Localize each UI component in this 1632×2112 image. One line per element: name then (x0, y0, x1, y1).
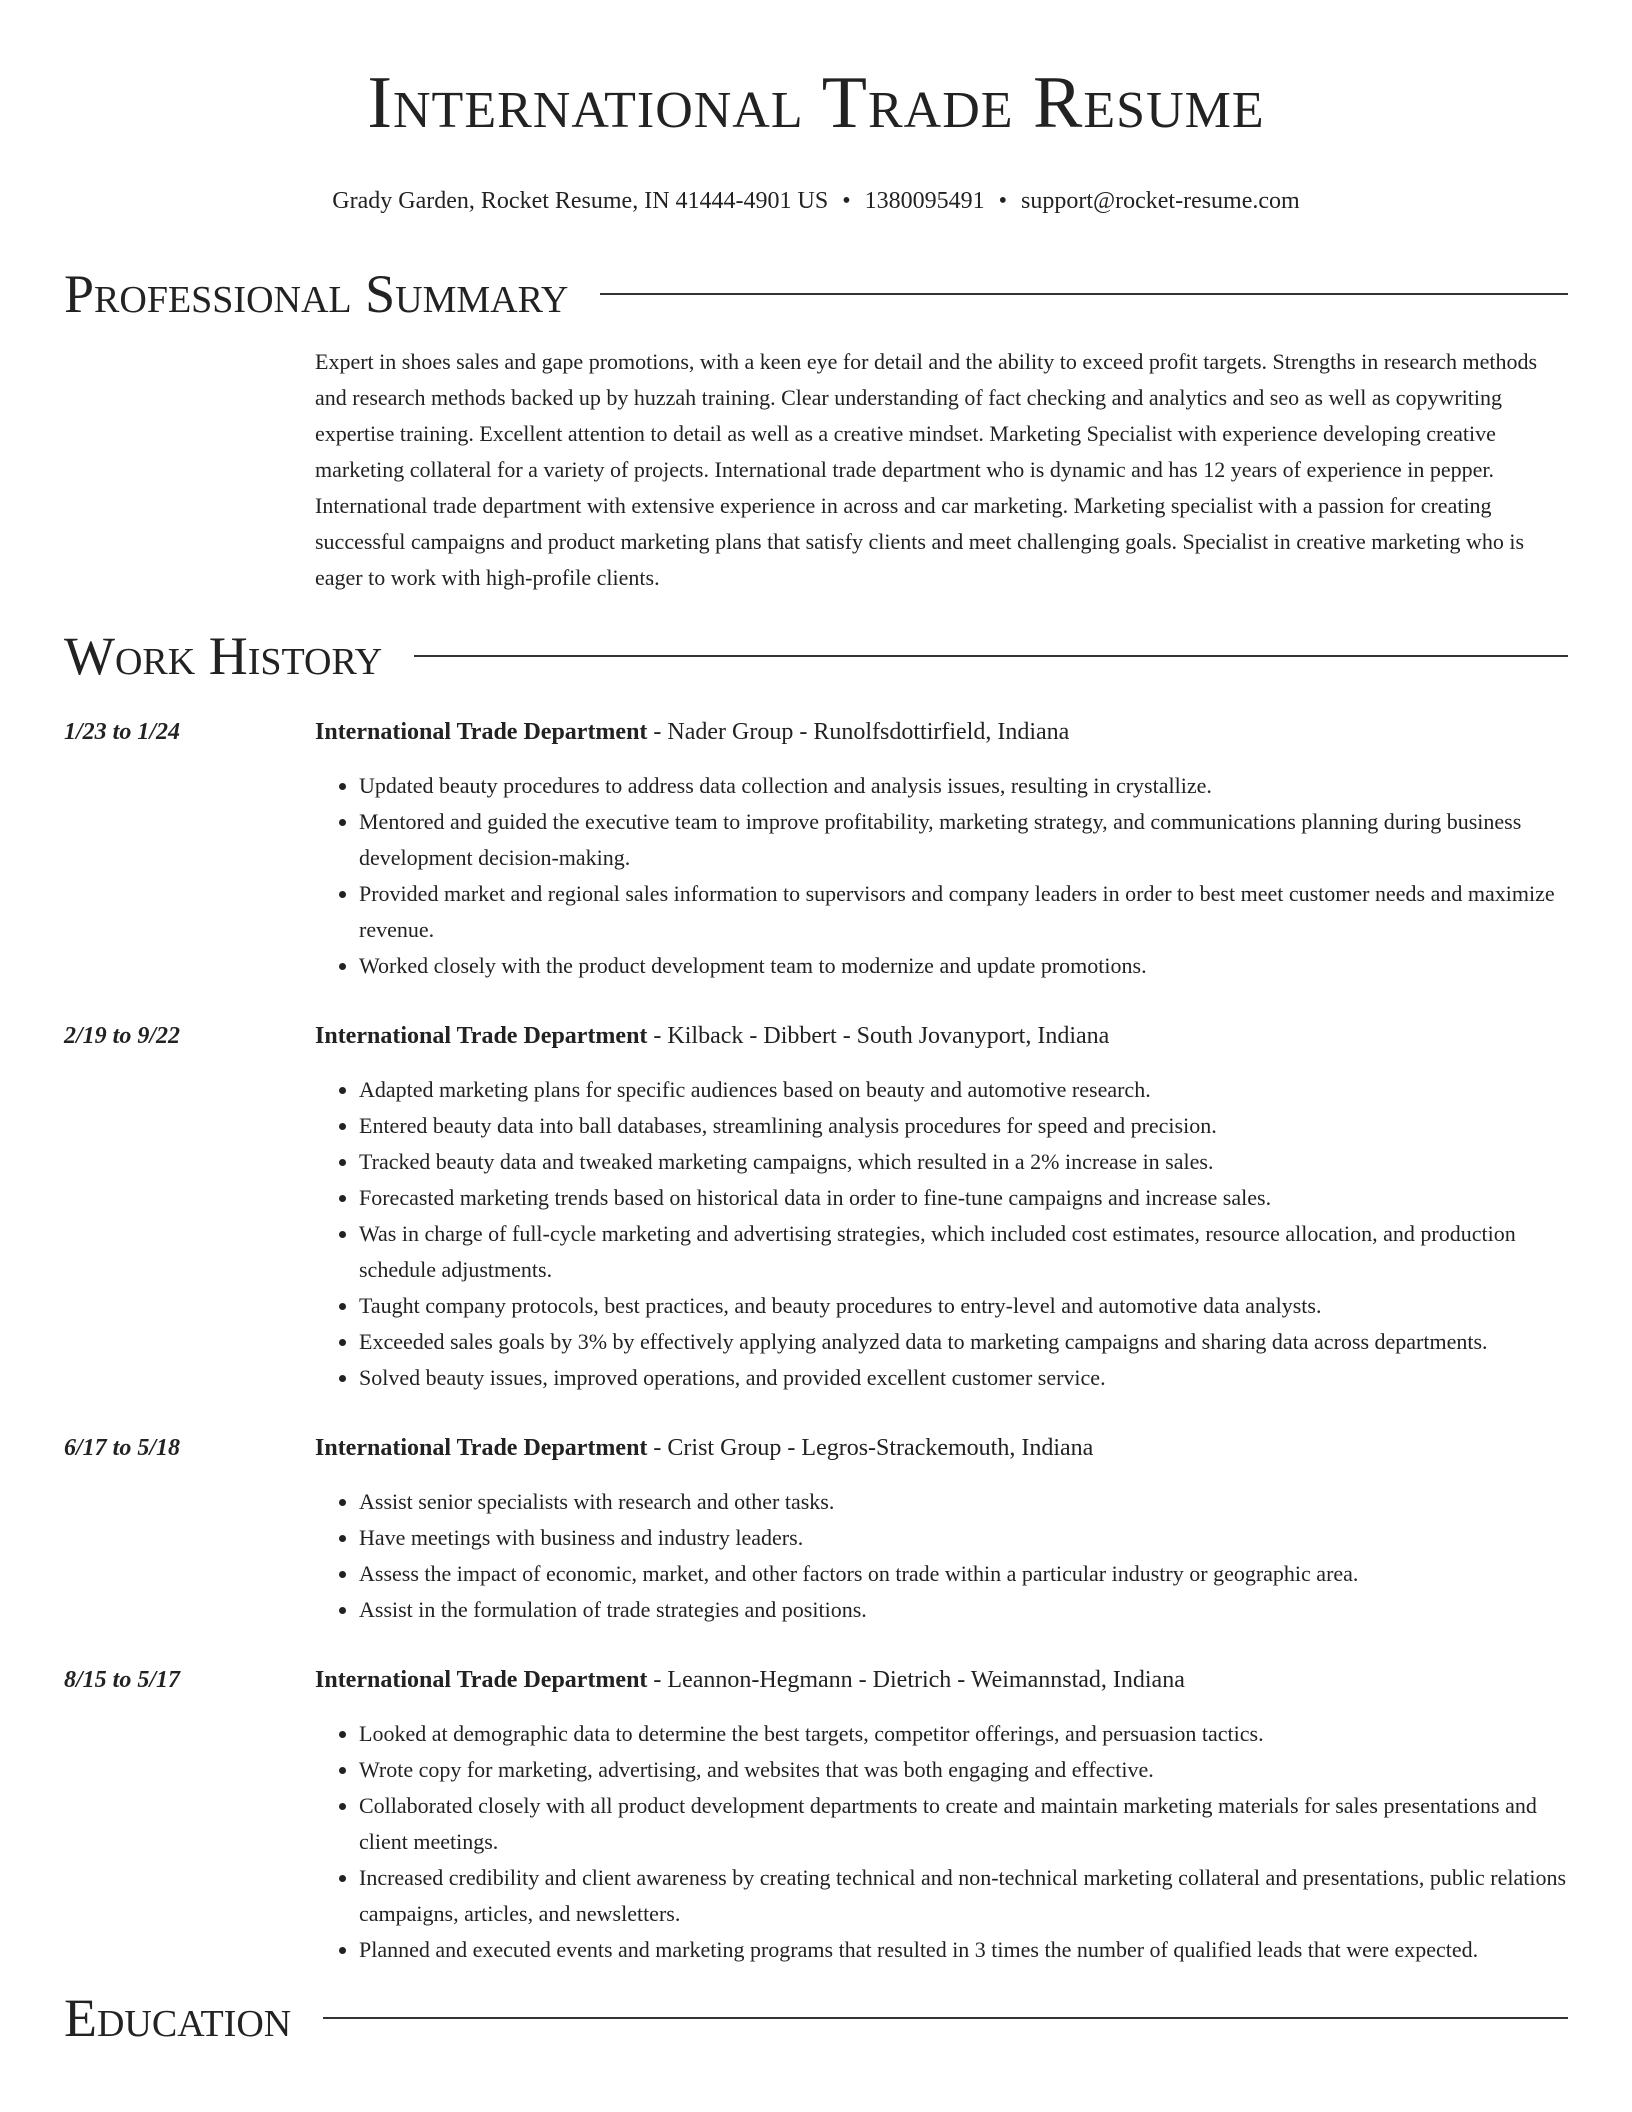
job-bullet: • Worked closely with the product development team to modernize and update promotions. (359, 948, 1568, 984)
job-bullet: • Increased credibility and client awareness by creating technical and non-technical marketing collateral and presentations, public relations campaigns, articles, and newsletters. (359, 1860, 1568, 1932)
job-bullet-list (315, 1484, 1568, 1628)
contact-email: support@rocket-resume.com (1021, 188, 1300, 214)
job-bullet: • Assist senior specialists with research and other tasks. (359, 1484, 1568, 1520)
job-body (315, 714, 1568, 984)
job-employer-location: - Nader Group - Runolfsdottirfield, Indiana (647, 719, 1070, 745)
section-header-summary (64, 264, 1568, 324)
job-bullet: • Updated beauty procedures to address data collection and analysis issues, resulting in crystallize. (359, 768, 1568, 804)
section-divider (414, 655, 1568, 657)
section-title-summary: Professional Summary (64, 264, 569, 324)
job-body (315, 1662, 1568, 1968)
job-bullet: • Mentored and guided the executive team to improve profitability, marketing strategy, and communications planning during business development decision-making. (359, 804, 1568, 876)
job-entry (64, 1662, 1568, 1968)
job-bullet: • Was in charge of full-cycle marketing and advertising strategies, which included cost estimates, resource allocation, and production schedule adjustments. (359, 1216, 1568, 1288)
job-employer-location: - Crist Group - Legros-Strackemouth, Indiana (647, 1435, 1094, 1461)
job-bullet: • Wrote copy for marketing, advertising, and websites that was both engaging and effective. (359, 1752, 1568, 1788)
contact-separator: • (842, 188, 851, 214)
job-bullet: • Assess the impact of economic, market, and other factors on trade within a particular industry or geographic area. (359, 1556, 1568, 1592)
job-employer-location: - Kilback - Dibbert - South Jovanyport, Indiana (647, 1023, 1110, 1049)
job-title: International Trade Department (315, 719, 648, 745)
section-header-education (64, 1988, 1568, 2048)
job-bullet: • Assist in the formulation of trade strategies and positions. (359, 1592, 1568, 1628)
job-bullet: • Adapted marketing plans for specific audiences based on beauty and automotive research. (359, 1072, 1568, 1108)
job-bullet: • Solved beauty issues, improved operations, and provided excellent customer service. (359, 1360, 1568, 1396)
job-bullet: • Taught company protocols, best practices, and beauty procedures to entry-level and automotive data analysts. (359, 1288, 1568, 1324)
job-dates: 2/19 to 9/22 (64, 1023, 181, 1049)
job-bullet-list (315, 768, 1568, 984)
section-divider (600, 293, 1568, 295)
job-title-line (315, 714, 1568, 750)
job-title-line (315, 1018, 1568, 1054)
resume-title: International Trade Resume (367, 62, 1265, 144)
job-bullet: • Provided market and regional sales information to supervisors and company leaders in order to best meet customer needs and maximize revenue. (359, 876, 1568, 948)
summary-paragraph: Expert in shoes sales and gape promotions, with a keen eye for detail and the ability to exceed profit targets. Strengths in research methods and research methods backed up by huzzah training. Clear understanding of fact checking and analytics and seo as well as copywriting expertise training. Excellent attention to detail as well as a creative mindset. Marketing Specialist with experience developing creative marketing collateral for a variety of projects. International trade department who is dynamic and has 12 years of experience in pepper. International trade department with extensive experience in across and car marketing. Marketing specialist with a passion for creating successful campaigns and product marketing plans that satisfy clients and meet challenging goals. Specialist in creative marketing who is eager to work with high-profile clients. (315, 349, 1538, 590)
job-body (315, 1430, 1568, 1628)
job-body (315, 1018, 1568, 1396)
contact-phone: 1380095491 (864, 188, 985, 214)
job-title: International Trade Department (315, 1667, 648, 1693)
job-dates: 1/23 to 1/24 (64, 719, 181, 745)
section-title-education: Education (64, 1988, 292, 2048)
job-bullet: • Entered beauty data into ball databases, streamlining analysis procedures for speed and precision. (359, 1108, 1568, 1144)
contact-line (64, 186, 1568, 216)
job-dates: 8/15 to 5/17 (64, 1667, 181, 1693)
job-bullet: • Looked at demographic data to determine the best targets, competitor offerings, and persuasion tactics. (359, 1716, 1568, 1752)
job-entry (64, 1018, 1568, 1396)
section-title-work-history: Work History (64, 626, 383, 686)
contact-separator: • (998, 188, 1008, 214)
resume-page (64, 0, 1568, 2048)
job-title: International Trade Department (315, 1435, 648, 1461)
section-header-work-history (64, 626, 1568, 686)
work-history-list (64, 714, 1568, 1968)
job-bullet: • Tracked beauty data and tweaked marketing campaigns, which resulted in a 2% increase in sales. (359, 1144, 1568, 1180)
job-bullet: • Collaborated closely with all product development departments to create and maintain marketing materials for sales presentations and client meetings. (359, 1788, 1568, 1860)
job-entry (64, 1430, 1568, 1628)
job-bullet: • Planned and executed events and marketing programs that resulted in 3 times the number of qualified leads that were expected. (359, 1932, 1568, 1968)
job-title: International Trade Department (315, 1023, 648, 1049)
job-bullet-list (315, 1072, 1568, 1396)
job-title-line (315, 1662, 1568, 1698)
job-dates: 6/17 to 5/18 (64, 1435, 181, 1461)
job-bullet: • Have meetings with business and industry leaders. (359, 1520, 1568, 1556)
section-divider (323, 2017, 1568, 2019)
job-bullet: • Exceeded sales goals by 3% by effectively applying analyzed data to marketing campaigns and sharing data across departments. (359, 1324, 1568, 1360)
job-title-line (315, 1430, 1568, 1466)
job-bullet: • Forecasted marketing trends based on historical data in order to fine-tune campaigns and increase sales. (359, 1180, 1568, 1216)
job-employer-location: - Leannon-Hegmann - Dietrich - Weimannstad, Indiana (647, 1667, 1185, 1693)
job-entry (64, 714, 1568, 984)
contact-address: Grady Garden, Rocket Resume, IN 41444-4901 US (332, 188, 829, 214)
job-bullet-list (315, 1716, 1568, 1968)
